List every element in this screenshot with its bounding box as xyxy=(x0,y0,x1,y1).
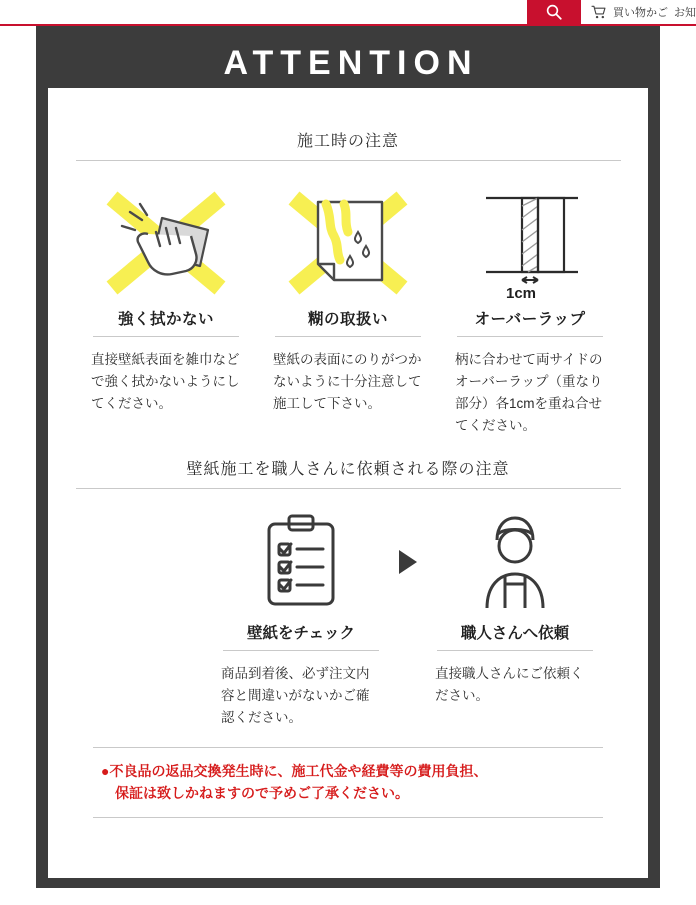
item-title: 職人さんへ依頼 xyxy=(437,621,593,651)
search-icon xyxy=(545,3,563,21)
item-request-craftsman xyxy=(431,507,599,729)
toolbar-spacer xyxy=(0,0,527,24)
warning-note-line2: 保証は致しかねますので予めご了承ください。 xyxy=(115,785,409,802)
clipboard-checklist-icon xyxy=(217,507,385,617)
item-glue-handling xyxy=(257,183,439,436)
item-body: 直接壁紙表面を雑巾などで強く拭かないようにしてください。 xyxy=(91,352,240,411)
browser-toolbar xyxy=(0,0,696,26)
item-overlap xyxy=(439,183,621,436)
bottom-margin xyxy=(0,888,696,905)
right-triangle-arrow-icon xyxy=(385,507,431,617)
hand-wiping-crossed-icon xyxy=(83,183,249,303)
item-title: 強く拭かない xyxy=(93,307,239,337)
cart-label[interactable]: 買い物かご xyxy=(613,7,668,19)
item-title: 糊の取扱い xyxy=(275,307,421,337)
item-title: 壁紙をチェック xyxy=(223,621,379,651)
attention-panel xyxy=(36,26,660,888)
search-button[interactable] xyxy=(527,0,581,24)
construction-items-row xyxy=(48,183,648,436)
craftsman-person-icon xyxy=(431,507,599,617)
item-body: 商品到着後、必ず注文内容と間違いがないかご確認ください。 xyxy=(221,666,370,726)
item-body: 柄に合わせて両サイドのオーバーラップ（重なり部分）各1cmを重ね合せてください。 xyxy=(455,352,603,433)
glue-dripping-crossed-icon xyxy=(265,183,431,303)
page-title: ATTENTION xyxy=(223,44,479,82)
shopping-cart-icon[interactable] xyxy=(591,5,607,19)
craftsman-items-row xyxy=(48,507,648,729)
item-body: 直接職人さんにご依頼ください。 xyxy=(435,666,584,704)
warning-note xyxy=(93,747,603,818)
left-margin xyxy=(0,26,36,905)
warning-note-line1: ●不良品の返品交換発生時に、施工代金や経費等の費用負担、 xyxy=(101,763,488,780)
item-title: オーバーラップ xyxy=(457,307,603,337)
right-margin xyxy=(660,26,696,905)
svg-text:1cm: 1cm xyxy=(506,285,537,302)
notice-label[interactable]: お知 xyxy=(674,7,696,19)
content-card xyxy=(48,88,648,878)
overlap-diagram-icon xyxy=(447,183,613,303)
section-heading-craftsman: 壁紙施工を職人さんに依頼される際の注意 xyxy=(76,436,621,489)
banner-area xyxy=(0,26,696,905)
item-do-not-wipe xyxy=(75,183,257,436)
item-body: 壁紙の表面にのりがつかないように十分注意して施工して下さい。 xyxy=(273,352,422,411)
section-heading-construction: 施工時の注意 xyxy=(76,88,621,161)
toolbar-right-group xyxy=(581,0,696,24)
item-check-wallpaper xyxy=(217,507,385,729)
